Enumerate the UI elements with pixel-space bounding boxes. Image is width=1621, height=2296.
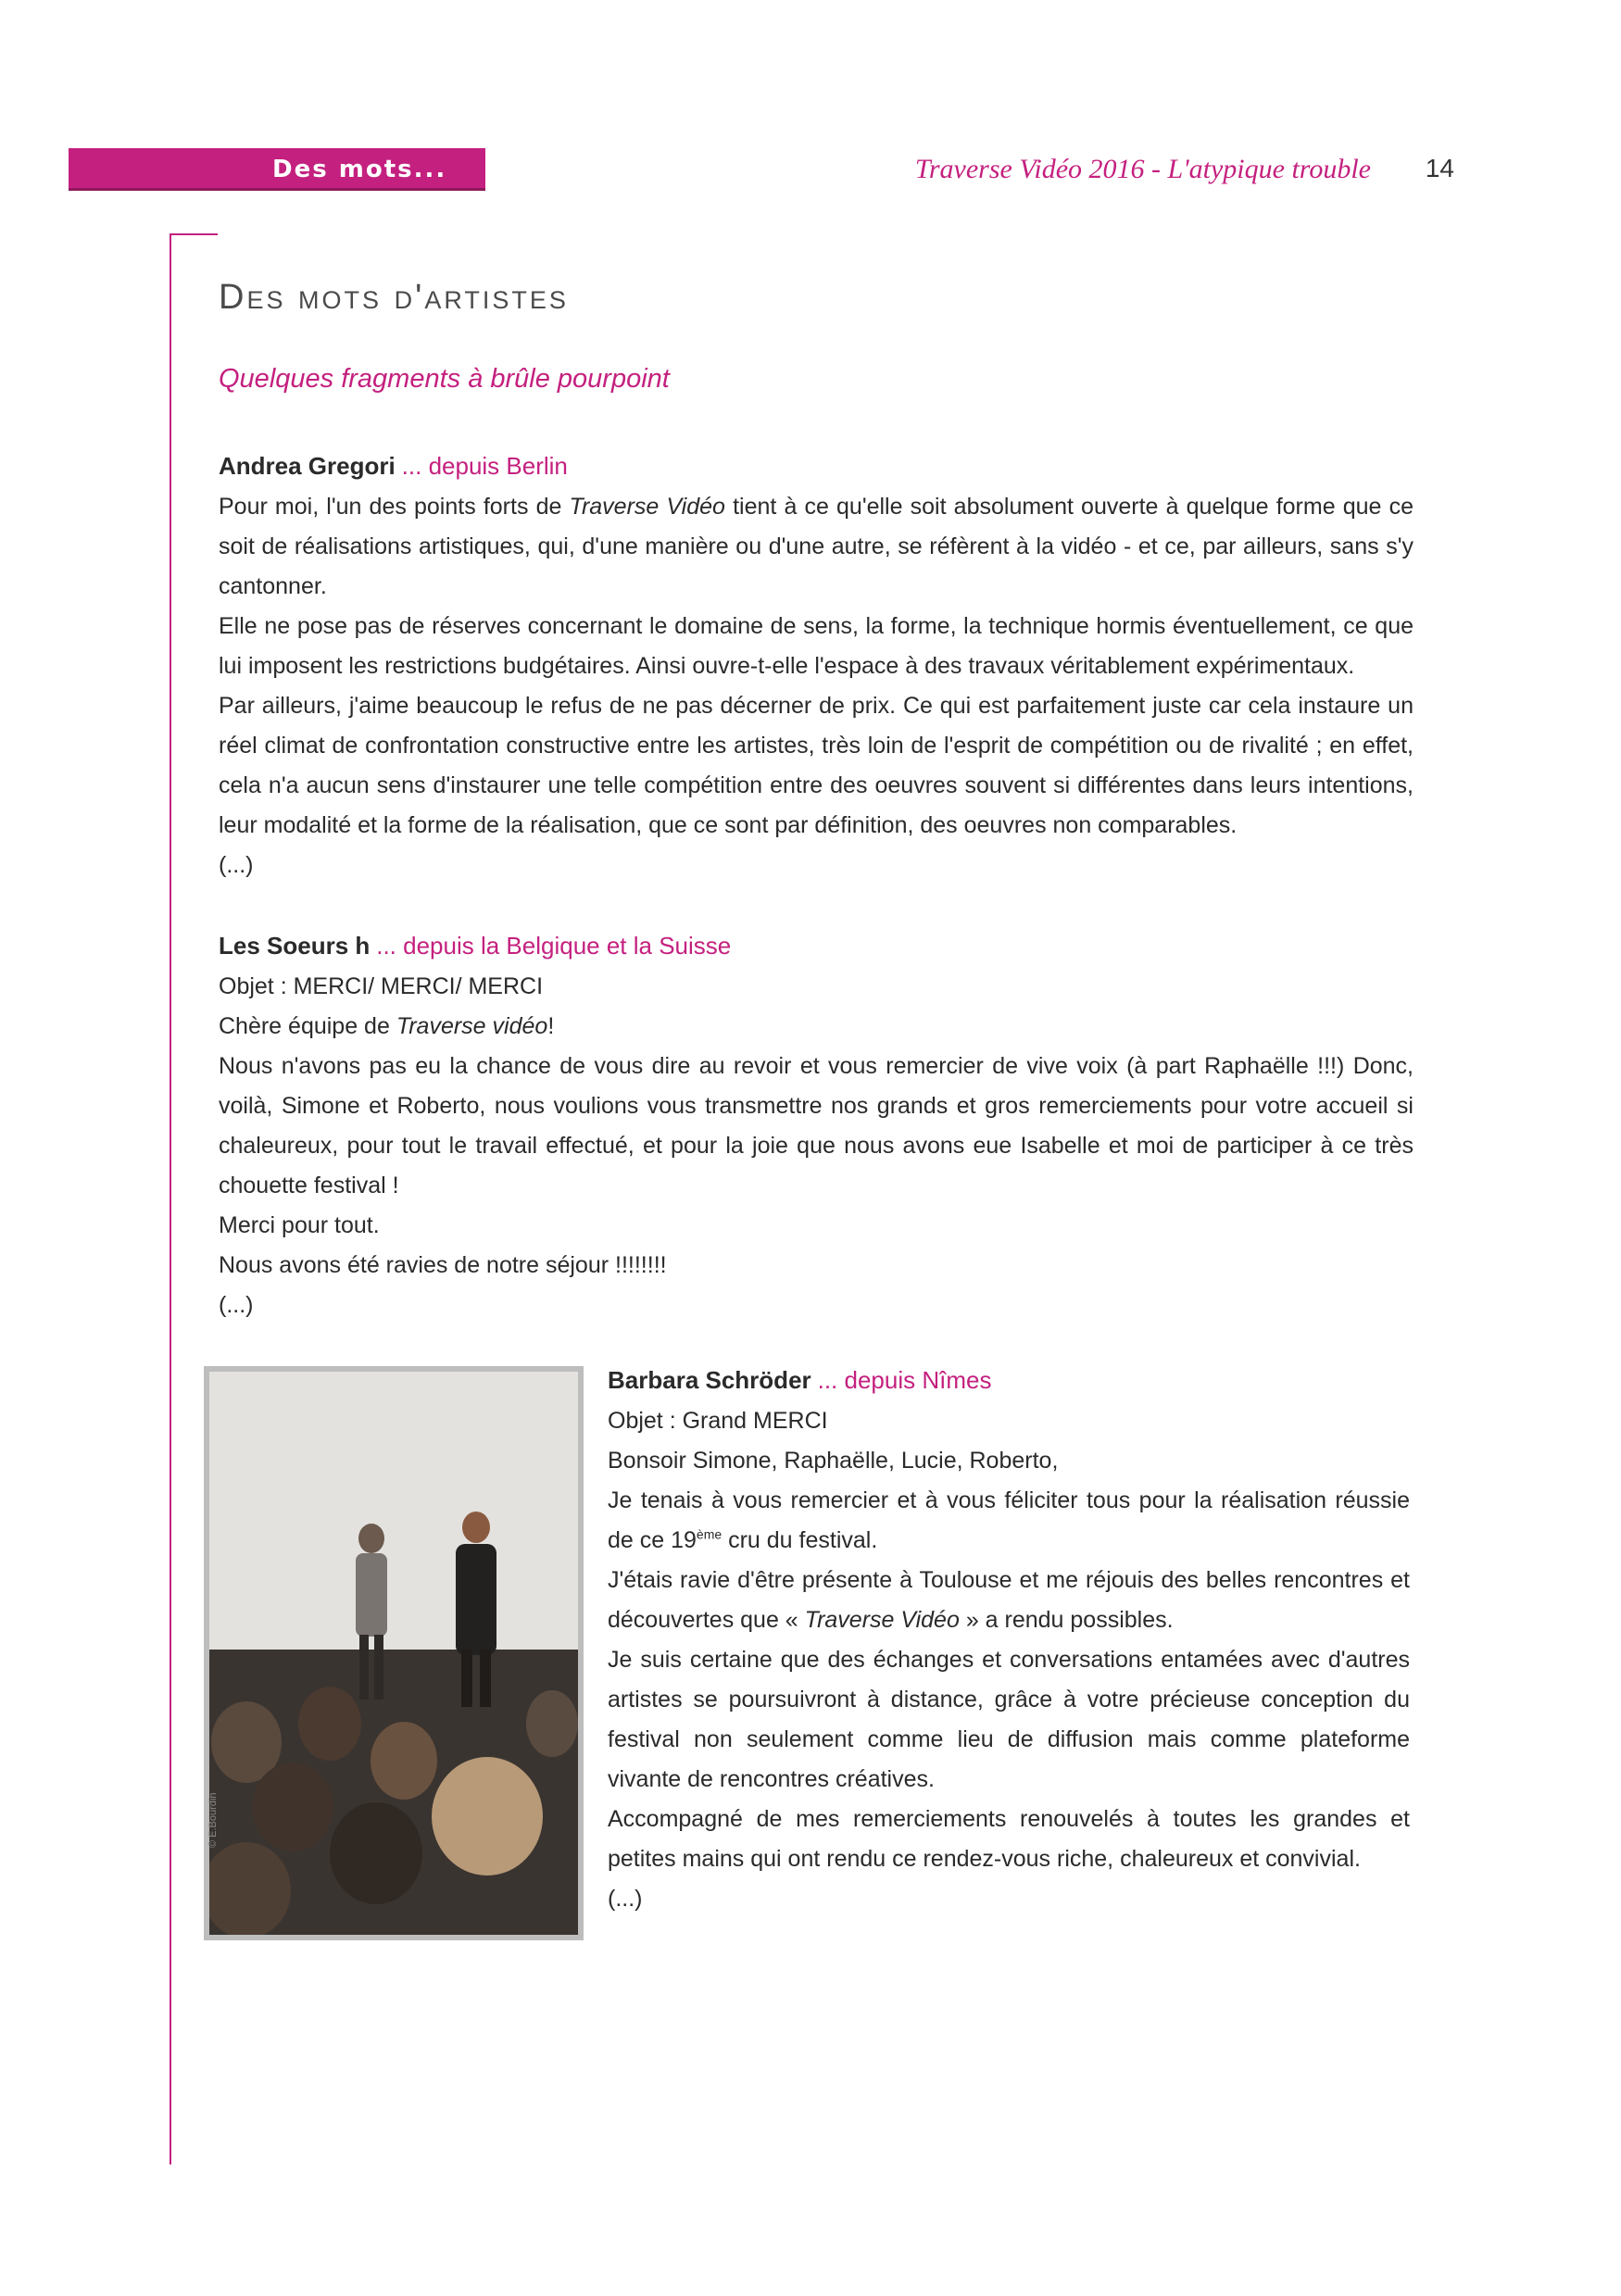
- photo-credit: © E.Bourdin: [207, 1792, 219, 1848]
- ellipsis: (...): [608, 1886, 643, 1912]
- paragraph: Pour moi, l'un des points forts de Traverse Vidéo tient à ce qu'elle soit absolument ouverte à quelque forme que ce soit de réalisations artistiques, qui, d'une manière ou d'une autre, se réfèrent à la vidéo - et ce, par ailleurs, sans s'y cantonner.: [219, 494, 1414, 599]
- author-origin: ... depuis Nîmes: [817, 1366, 992, 1394]
- greeting: Bonsoir Simone, Raphaëlle, Lucie, Roberto,: [608, 1448, 1059, 1474]
- author-name: Andrea Gregori: [219, 452, 396, 480]
- margin-rule: [170, 233, 171, 2164]
- event-photo: [204, 1366, 584, 1940]
- paragraph: Merci pour tout.: [219, 1212, 380, 1238]
- paragraph: Je tenais à vous remercier et à vous féliciter tous pour la réalisation réussie de ce 19ème cru du festival.: [608, 1487, 1410, 1553]
- paragraph: Je suis certaine que des échanges et conversations entamées avec d'autres artistes se poursuivront à distance, grâce à votre précieuse conception du festival non seulement comme lieu de diffusion mais comme plateforme vivante de rencontres créatives.: [608, 1647, 1410, 1792]
- email-subject: Objet : MERCI/ MERCI/ MERCI: [219, 973, 544, 999]
- running-title: Traverse Vidéo 2016 - L'atypique trouble: [914, 154, 1371, 184]
- entry-les-soeurs-h: [219, 926, 1414, 1325]
- barbara-text: [608, 1361, 1410, 1919]
- author-origin: ... depuis Berlin: [401, 452, 568, 480]
- author-name: Les Soeurs h: [219, 932, 371, 960]
- paragraph: Nous n'avons pas eu la chance de vous dire au revoir et vous remercier de vive voix (à part Raphaëlle !!!) Donc, voilà, Simone et Roberto, nous voulions vous transmettre nos grands et gros remerciements pour votre accueil si chaleureux, pour tout le travail effectué, et pour la joie que nous avons eue Isabelle et moi de participer à ce très chouette festival !: [219, 1053, 1414, 1198]
- section-tab: Des mots...: [69, 148, 485, 191]
- author-origin: ... depuis la Belgique et la Suisse: [376, 932, 732, 960]
- paragraph: Par ailleurs, j'aime beaucoup le refus de ne pas décerner de prix. Ce qui est parfaitement juste car cela instaure un réel climat de confrontation constructive entre les artistes, très loin de l'esprit de compétition ou de rivalité ; en effet, cela n'a aucun sens d'instaurer une telle compétition entre des oeuvres souvent si différentes dans leurs intentions, leur modalité et la forme de la réalisation, que ce sont par définition, des oeuvres non comparables.: [219, 693, 1414, 838]
- ellipsis: (...): [219, 852, 254, 878]
- photo-illustration: [209, 1372, 578, 1935]
- paragraph: Accompagné de mes remerciements renouvelés à toutes les grandes et petites mains qui ont rendu ce rendez-vous riche, chaleureux et convivial.: [608, 1806, 1410, 1872]
- author-name: Barbara Schröder: [608, 1366, 811, 1394]
- section-title: Des mots d'artistes: [219, 278, 569, 317]
- entry-barbara-schroder: [207, 1366, 1414, 1940]
- entry-andrea-gregori: [219, 446, 1414, 885]
- greeting: Chère équipe de Traverse vidéo!: [219, 1013, 555, 1039]
- paragraph: Nous avons été ravies de notre séjour !!!!!!!!: [219, 1252, 667, 1278]
- page-number: 14: [1425, 154, 1454, 182]
- margin-rule-top: [170, 233, 218, 235]
- paragraph: J'étais ravie d'être présente à Toulouse et me réjouis des belles rencontres et découvertes que « Traverse Vidéo » a rendu possibles.: [608, 1567, 1410, 1633]
- section-subtitle: Quelques fragments à brûle pourpoint: [219, 364, 670, 394]
- email-subject: Objet : Grand MERCI: [608, 1408, 828, 1434]
- article-content: [207, 278, 1414, 1940]
- ellipsis: (...): [219, 1292, 254, 1318]
- paragraph: Elle ne pose pas de réserves concernant le domaine de sens, la forme, la technique hormis éventuellement, ce que lui imposent les restrictions budgétaires. Ainsi ouvre-t-elle l'espace à des travaux véritablement expérimentaux.: [219, 613, 1414, 679]
